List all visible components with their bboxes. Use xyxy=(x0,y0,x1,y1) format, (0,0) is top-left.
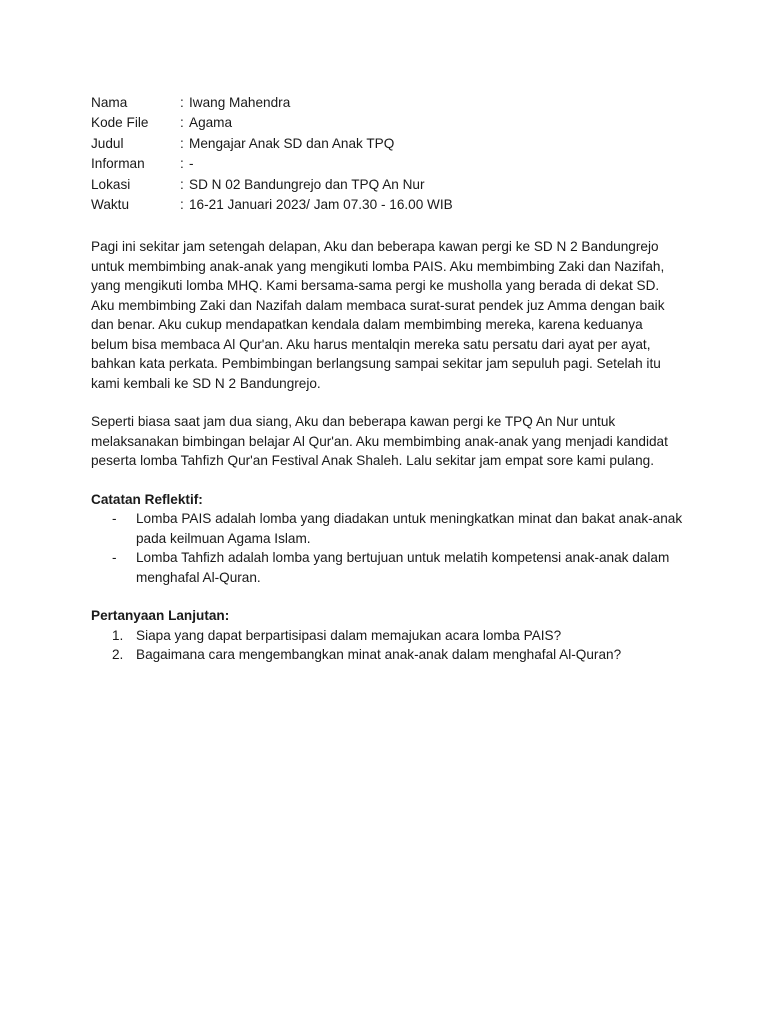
meta-value: Agama xyxy=(189,115,233,131)
paragraph-morning: Pagi ini sekitar jam setengah delapan, Aku dan beberapa kawan pergi ke SD N 2 Bandungrejo untuk membimbing anak-anak yang mengikuti lomba PAIS. Aku membimbing Zaki dan Nazifah, yang mengikuti lomba MHQ. Kami bersama-sama pergi ke musholla yang berada di dekat SD. Aku membimbing Zaki dan Nazifah dalam membaca surat-surat pendek juz Amma dengan baik dan benar. Aku cukup mendapatkan kendala dalam membimbing mereka, karena keduanya belum bisa membaca Al Qur'an. Aku harus mentalqin mereka satu persatu dari ayat per ayat, bahkan kata perkata. Pembimbingan berlangsung sampai sekitar jam sepuluh pagi. Setelah itu kami kembali ke SD N 2 Bandungrejo. xyxy=(91,239,665,391)
catatan-reflektif-heading: Catatan Reflektif: xyxy=(91,491,203,507)
meta-separator: : xyxy=(180,115,184,131)
meta-value: - xyxy=(189,156,194,172)
meta-separator: : xyxy=(180,156,184,172)
meta-row-judul xyxy=(91,134,691,154)
meta-separator: : xyxy=(180,196,184,212)
list-item xyxy=(91,509,691,548)
document-body xyxy=(91,93,691,665)
pertanyaan-lanjutan-list xyxy=(91,626,691,665)
meta-key: Waktu xyxy=(91,196,130,212)
meta-key: Judul xyxy=(91,135,124,151)
meta-separator: : xyxy=(180,176,184,192)
meta-value: Iwang Mahendra xyxy=(189,95,291,110)
meta-value: Mengajar Anak SD dan Anak TPQ xyxy=(189,135,395,151)
pertanyaan-lanjutan-heading: Pertanyaan Lanjutan: xyxy=(91,608,230,624)
meta-key: Nama xyxy=(91,95,128,110)
list-item xyxy=(91,626,691,646)
meta-key: Lokasi xyxy=(91,176,131,192)
meta-key: Informan xyxy=(91,156,145,172)
meta-row-waktu xyxy=(91,195,691,215)
meta-separator: : xyxy=(180,135,184,151)
meta-row-informan xyxy=(91,154,691,174)
meta-separator: : xyxy=(180,95,184,110)
meta-row-lokasi xyxy=(91,175,691,195)
meta-value: 16-21 Januari 2023/ Jam 07.30 - 16.00 WIB xyxy=(189,196,453,212)
meta-row-nama xyxy=(91,93,691,113)
meta-key: Kode File xyxy=(91,115,149,131)
list-item xyxy=(91,548,691,587)
bullet-marker: - xyxy=(112,511,117,527)
list-item-text: Lomba PAIS adalah lomba yang diadakan untuk meningkatkan minat dan bakat anak-anak pada keilmuan Agama Islam. xyxy=(136,511,683,546)
number-marker: 1. xyxy=(112,627,124,643)
list-item-text: Lomba Tahfizh adalah lomba yang bertujuan untuk melatih kompetensi anak-anak dalam menghafal Al-Quran. xyxy=(136,550,670,585)
list-item-text: Siapa yang dapat berpartisipasi dalam memajukan acara lomba PAIS? xyxy=(136,627,562,643)
number-marker: 2. xyxy=(112,647,124,663)
meta-row-kode-file xyxy=(91,113,691,133)
paragraph-afternoon: Seperti biasa saat jam dua siang, Aku dan beberapa kawan pergi ke TPQ An Nur untuk melaksanakan bimbingan belajar Al Qur'an. Aku membimbing anak-anak yang menjadi kandidat peserta lomba Tahfizh Qur'an Festival Anak Shaleh. Lalu sekitar jam empat sore kami pulang. xyxy=(91,414,668,469)
list-item-text: Bagaimana cara mengembangkan minat anak-anak dalam menghafal Al-Quran? xyxy=(136,647,622,663)
metadata-table xyxy=(91,93,691,215)
list-item xyxy=(91,645,691,665)
bullet-marker: - xyxy=(112,550,117,566)
meta-value: SD N 02 Bandungrejo dan TPQ An Nur xyxy=(189,176,425,192)
catatan-reflektif-list xyxy=(91,509,691,587)
